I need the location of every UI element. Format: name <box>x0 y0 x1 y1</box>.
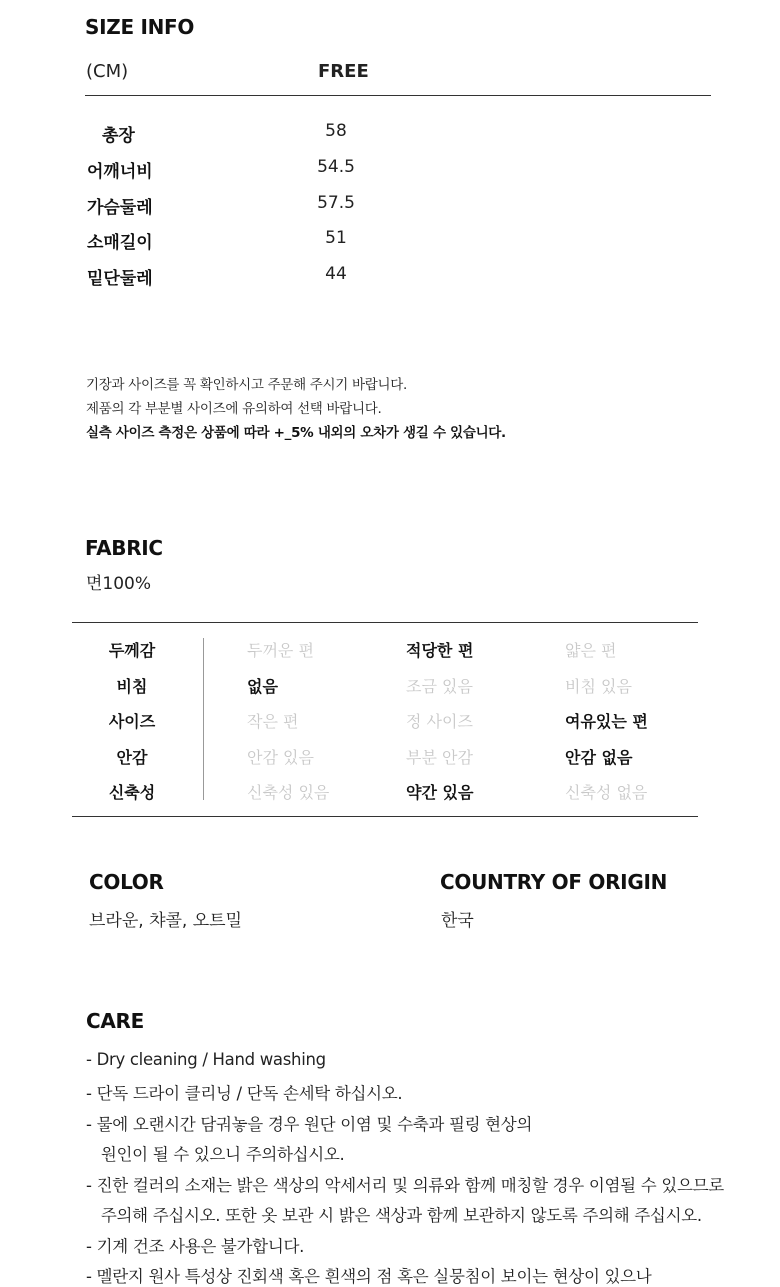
fabric-title: FABRIC <box>85 536 163 560</box>
color-title: COLOR <box>89 870 164 894</box>
fabric-option-selected: 없음 <box>247 677 278 696</box>
fabric-option: 작은 편 <box>247 712 299 731</box>
origin-value: 한국 <box>441 911 474 931</box>
size-name: FREE <box>318 61 369 82</box>
fabric-option-selected: 여유있는 편 <box>565 712 648 731</box>
care-line: - 기계 건조 사용은 불가합니다. <box>86 1237 305 1256</box>
size-unit: (CM) <box>86 61 129 82</box>
care-line: - 단독 드라이 클리닝 / 단독 손세탁 하십시오. <box>86 1084 403 1103</box>
fabric-value: 면100% <box>86 574 152 594</box>
fabric-row-label-lining: 안감 <box>116 748 148 767</box>
size-note-1: 기장과 사이즈를 꼭 확인하시고 주문해 주시기 바랍니다. <box>86 377 407 393</box>
size-value-total-length: 58 <box>325 121 347 141</box>
care-line: 원인이 될 수 있으니 주의하십시오. <box>86 1145 345 1164</box>
size-label-total-length: 총장 <box>102 126 135 146</box>
fabric-table-top-rule <box>72 622 698 623</box>
fabric-option: 정 사이즈 <box>406 712 473 731</box>
size-divider <box>85 95 711 96</box>
fabric-option: 부분 안감 <box>406 748 473 767</box>
care-line: - 멜란지 원사 특성상 진회색 혹은 흰색의 점 혹은 실뭉침이 보이는 현상이 있으나 <box>86 1267 652 1286</box>
fabric-table-divider <box>203 638 204 800</box>
fabric-option-selected: 적당한 편 <box>406 641 474 660</box>
size-label-sleeve: 소매길이 <box>87 233 153 253</box>
care-line: 주의해 주십시오. 또한 옷 보관 시 밝은 색상과 함께 보관하지 않도록 주의해 주십시오. <box>86 1206 702 1225</box>
size-note-3: 실측 사이즈 측정은 상품에 따라 +_5% 내외의 오차가 생길 수 있습니다. <box>86 425 506 441</box>
size-label-chest: 가슴둘레 <box>87 198 153 218</box>
fabric-option: 비침 있음 <box>565 677 632 696</box>
fabric-option: 안감 있음 <box>247 748 314 767</box>
size-note-2: 제품의 각 부분별 사이즈에 유의하여 선택 바랍니다. <box>86 401 382 417</box>
fabric-option: 신축성 있음 <box>247 783 330 802</box>
fabric-row-label-sheerness: 비침 <box>116 677 148 696</box>
fabric-option: 얇은 편 <box>565 641 617 660</box>
size-label-shoulder: 어깨너비 <box>87 162 153 182</box>
origin-title: COUNTRY OF ORIGIN <box>440 870 668 894</box>
fabric-row-label-elasticity: 신축성 <box>108 783 156 802</box>
size-value-shoulder: 54.5 <box>317 157 355 177</box>
fabric-option: 두꺼운 편 <box>247 641 314 660</box>
fabric-option-selected: 안감 없음 <box>565 748 633 767</box>
fabric-table-bottom-rule <box>72 816 698 817</box>
care-line: - Dry cleaning / Hand washing <box>86 1050 326 1069</box>
fabric-option: 조금 있음 <box>406 677 473 696</box>
care-title: CARE <box>86 1009 145 1033</box>
care-line: - 진한 컬러의 소재는 밝은 색상의 악세서리 및 의류와 함께 매칭할 경우 이염될 수 있으므로 <box>86 1176 724 1195</box>
size-value-chest: 57.5 <box>317 193 355 213</box>
fabric-row-label-size: 사이즈 <box>108 712 156 731</box>
fabric-option-selected: 약간 있음 <box>406 783 474 802</box>
color-value: 브라운, 챠콜, 오트밀 <box>89 911 242 931</box>
care-line: - 물에 오랜시간 담궈놓을 경우 원단 이염 및 수축과 필링 현상의 <box>86 1115 533 1134</box>
size-value-hem: 44 <box>325 264 347 284</box>
fabric-option: 신축성 없음 <box>565 783 648 802</box>
size-label-hem: 밑단둘레 <box>87 269 153 289</box>
fabric-row-label-thickness: 두께감 <box>108 641 156 660</box>
size-value-sleeve: 51 <box>325 228 347 248</box>
size-info-title: SIZE INFO <box>85 15 195 39</box>
